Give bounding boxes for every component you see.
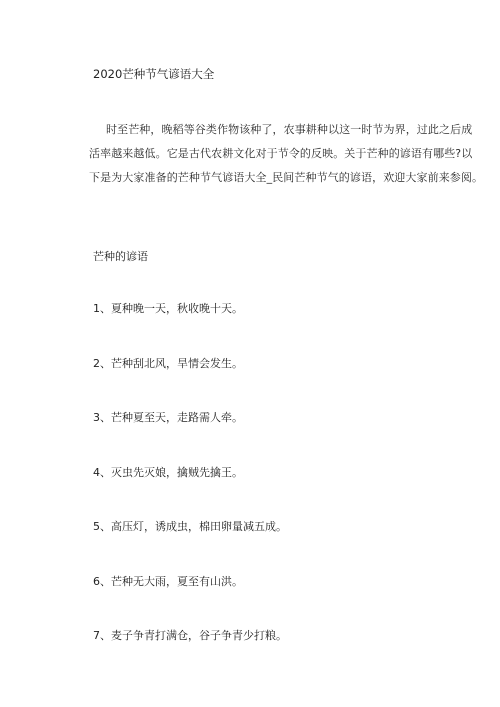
intro-line: 时至芒种，晚稻等谷类作物该种了，农事耕种以这一时节为界，过此之后成: [106, 123, 473, 136]
list-item: 2、芒种刮北风，旱情会发生。: [93, 356, 243, 370]
intro-line: 下是为大家准备的芒种节气谚语大全_民间芒种节气的谚语，欢迎大家前来参阅。: [89, 171, 484, 184]
section-heading: 芒种的谚语: [93, 250, 148, 263]
intro-line: 活率越来越低。它是古代农耕文化对于节令的反映。关于芒种的谚语有哪些?以: [89, 147, 473, 160]
list-item: 7、麦子争青打满仓，谷子争青少打粮。: [93, 629, 287, 642]
list-item: 1、夏种晚一天，秋收晚十天。: [93, 302, 243, 315]
list-item: 5、高压灯，诱成虫，棉田卵量减五成。: [93, 520, 287, 533]
list-item: 6、芒种无大雨，夏至有山洪。: [93, 574, 243, 588]
list-item: 4、灭虫先灭娘，擒贼先擒王。: [93, 465, 243, 479]
document-title: 2020芒种节气谚语大全: [93, 67, 215, 81]
list-item: 3、芒种夏至天，走路需人牵。: [93, 411, 243, 424]
intro-paragraph: [89, 118, 484, 190]
proverb-list: [93, 301, 287, 683]
